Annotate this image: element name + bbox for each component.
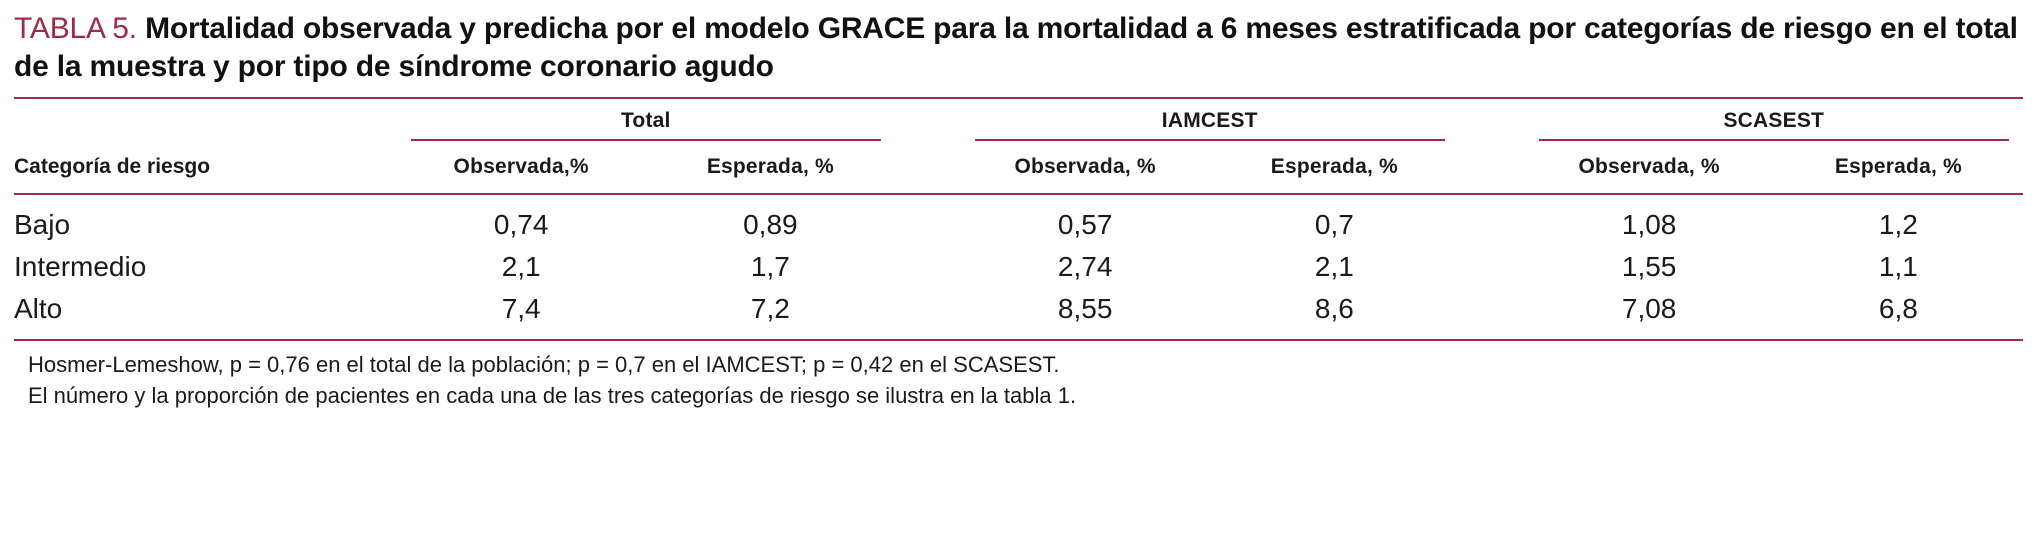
subheader-total-observada: Observada,% [453,154,589,178]
cell-bajo-iamcest-observada: 0,57 [1057,208,1113,240]
cell-intermedio-iamcest-esperada: 2,1 [1314,250,1354,282]
group-header-scasest: SCASEST [1723,108,1825,132]
table-footnotes [14,341,2023,411]
row-label-bajo: Bajo [14,208,71,240]
group-spacer-2 [1459,99,1525,139]
cell-bajo-scasest-observada: 1,08 [1621,208,1677,240]
cell-bajo-iamcest-esperada: 0,7 [1314,208,1354,240]
cell-spacer [895,245,961,287]
group-header-row [14,99,2023,139]
table-row [14,245,2023,287]
subheader-scasest-observada: Observada, % [1578,154,1720,178]
subheader-scasest-esperada: Esperada, % [1834,154,1962,178]
table-number-label: TABLA 5. [14,12,137,45]
cell-alto-total-observada: 7,4 [501,292,541,324]
cell-spacer [895,287,961,339]
subheader-iamcest-observada: Observada, % [1014,154,1156,178]
subheader-spacer-2 [1459,141,1525,193]
table-caption [14,10,2023,87]
footnote-line-1: Hosmer-Lemeshow, p = 0,76 en el total de la población; p = 0,7 en el IAMCEST; p = 0,42 en el SCASEST. [28,351,1060,377]
cell-bajo-total-esperada: 0,89 [743,208,798,240]
cell-spacer [1459,194,1525,245]
cell-intermedio-iamcest-observada: 2,74 [1057,250,1113,282]
row-label-alto: Alto [14,292,63,324]
cell-intermedio-total-esperada: 1,7 [750,250,790,282]
cell-alto-total-esperada: 7,2 [750,292,790,324]
cell-bajo-scasest-esperada: 1,2 [1878,208,1918,240]
group-header-iamcest: IAMCEST [1161,108,1258,132]
cell-bajo-total-observada: 0,74 [493,208,549,240]
table-row [14,194,2023,245]
cell-spacer [895,194,961,245]
cell-alto-iamcest-esperada: 8,6 [1314,292,1354,324]
cell-alto-iamcest-observada: 8,55 [1057,292,1113,324]
cell-spacer [1459,245,1525,287]
cell-alto-scasest-observada: 7,08 [1621,292,1677,324]
footnote-line-2: El número y la proporción de pacientes en cada una de las tres categorías de riesgo se ilustra en la tabla 1. [28,383,1077,409]
table-body [14,194,2023,339]
cell-intermedio-total-observada: 2,1 [501,250,541,282]
table-caption-text: Mortalidad observada y predicha por el modelo GRACE para la mortalidad a 6 meses estratificada por categorías de riesgo en el total de la muestra y por tipo de síndrome coronario agudo [14,12,2018,84]
subheader-spacer-1 [895,141,961,193]
data-table [14,99,2023,339]
cell-spacer [1459,287,1525,339]
cell-intermedio-scasest-esperada: 1,1 [1878,250,1918,282]
table-head [14,99,2023,194]
subheader-iamcest-esperada: Esperada, % [1270,154,1398,178]
cell-alto-scasest-esperada: 6,8 [1878,292,1918,324]
group-spacer-1 [895,99,961,139]
group-header-total: Total [620,108,671,132]
table-row [14,287,2023,339]
subheader-total-esperada: Esperada, % [706,154,834,178]
row-label-intermedio: Intermedio [14,250,147,282]
row-header-label: Categoría de riesgo [14,154,211,178]
cell-intermedio-scasest-observada: 1,55 [1621,250,1677,282]
